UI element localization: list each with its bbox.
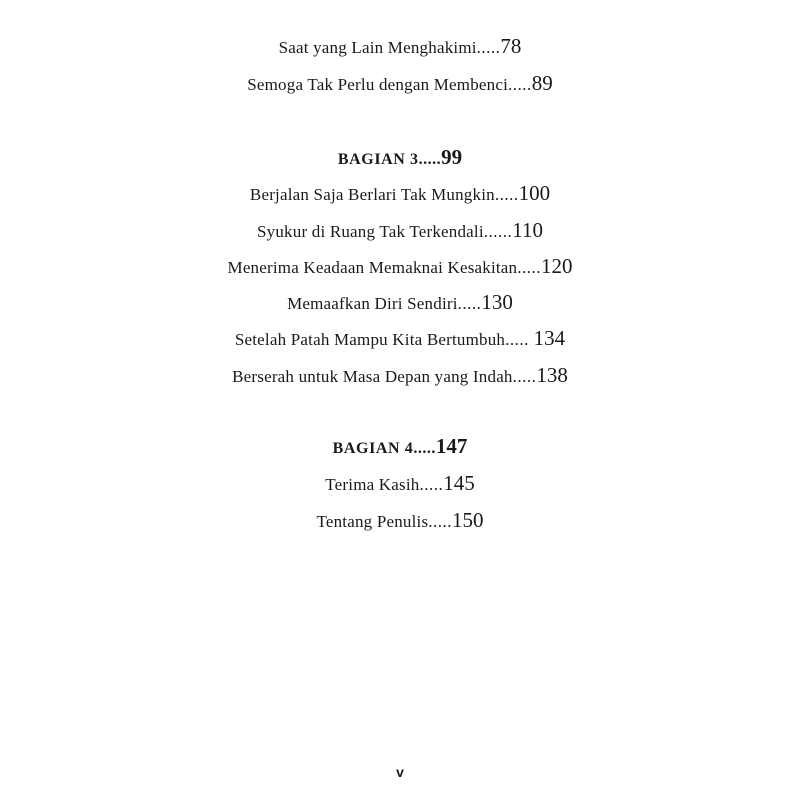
toc-page-number: 120 xyxy=(541,254,573,278)
toc-entry xyxy=(0,326,800,351)
toc-leader: ..... xyxy=(517,258,541,277)
toc-page-number: 78 xyxy=(500,34,522,58)
toc-entry xyxy=(0,471,800,496)
toc-entry-title: Saat yang Lain Menghakimi xyxy=(278,38,477,57)
toc-page-number: 147 xyxy=(435,434,468,458)
toc-leader: ..... xyxy=(505,330,534,349)
toc-entry xyxy=(0,363,800,388)
toc-heading-title: BAGIAN 3 xyxy=(337,151,419,168)
toc-page-number: 110 xyxy=(512,218,544,242)
toc-page-number: 138 xyxy=(536,363,568,387)
toc-entry xyxy=(0,508,800,533)
toc-leader: ..... xyxy=(508,75,532,94)
toc-entry xyxy=(0,254,800,279)
toc-entry-title: Berjalan Saja Berlari Tak Mungkin xyxy=(249,185,495,204)
toc-leader: ..... xyxy=(476,38,501,57)
toc-page-number: 89 xyxy=(531,71,553,95)
toc-entry xyxy=(0,290,800,315)
toc-entry-title: Syukur di Ruang Tak Terkendali xyxy=(256,222,484,241)
toc-leader: ..... xyxy=(419,475,444,494)
toc-leader: ..... xyxy=(457,294,482,313)
toc-page-number: 150 xyxy=(452,508,484,532)
toc-leader: ...... xyxy=(483,222,513,241)
toc-heading-title: BAGIAN 4 xyxy=(332,440,414,457)
toc-entry-title: Setelah Patah Mampu Kita Bertumbuh xyxy=(234,330,506,349)
toc-page-number: 130 xyxy=(481,290,513,314)
toc-entry-title: Terima Kasih xyxy=(325,475,420,494)
toc-page-number: 145 xyxy=(443,471,475,495)
toc-entry-title: Memaafkan Diri Sendiri xyxy=(287,294,458,313)
toc-entry-title: Menerima Keadaan Memaknai Kesakitan xyxy=(227,258,518,277)
toc-leader: ..... xyxy=(418,151,442,168)
toc-leader: ..... xyxy=(512,367,537,386)
toc-entry xyxy=(0,71,800,96)
toc-entry xyxy=(0,181,800,206)
toc-entry-title: Semoga Tak Perlu dengan Membenci xyxy=(247,75,509,94)
toc-leader: ..... xyxy=(413,440,436,457)
toc-section-heading xyxy=(0,434,800,459)
toc-leader: ..... xyxy=(494,185,519,204)
toc-entry xyxy=(0,34,800,59)
toc-page-number: 134 xyxy=(533,326,566,350)
toc-leader: ..... xyxy=(428,512,453,531)
page-number: v xyxy=(396,764,404,780)
toc-entry-title: Tentang Penulis xyxy=(316,512,429,531)
toc-entry xyxy=(0,218,800,243)
toc-entry-title: Berserah untuk Masa Depan yang Indah xyxy=(232,367,513,386)
toc-section-heading xyxy=(0,145,800,170)
toc-page-number: 100 xyxy=(518,181,551,205)
toc-page-number: 99 xyxy=(441,145,463,169)
